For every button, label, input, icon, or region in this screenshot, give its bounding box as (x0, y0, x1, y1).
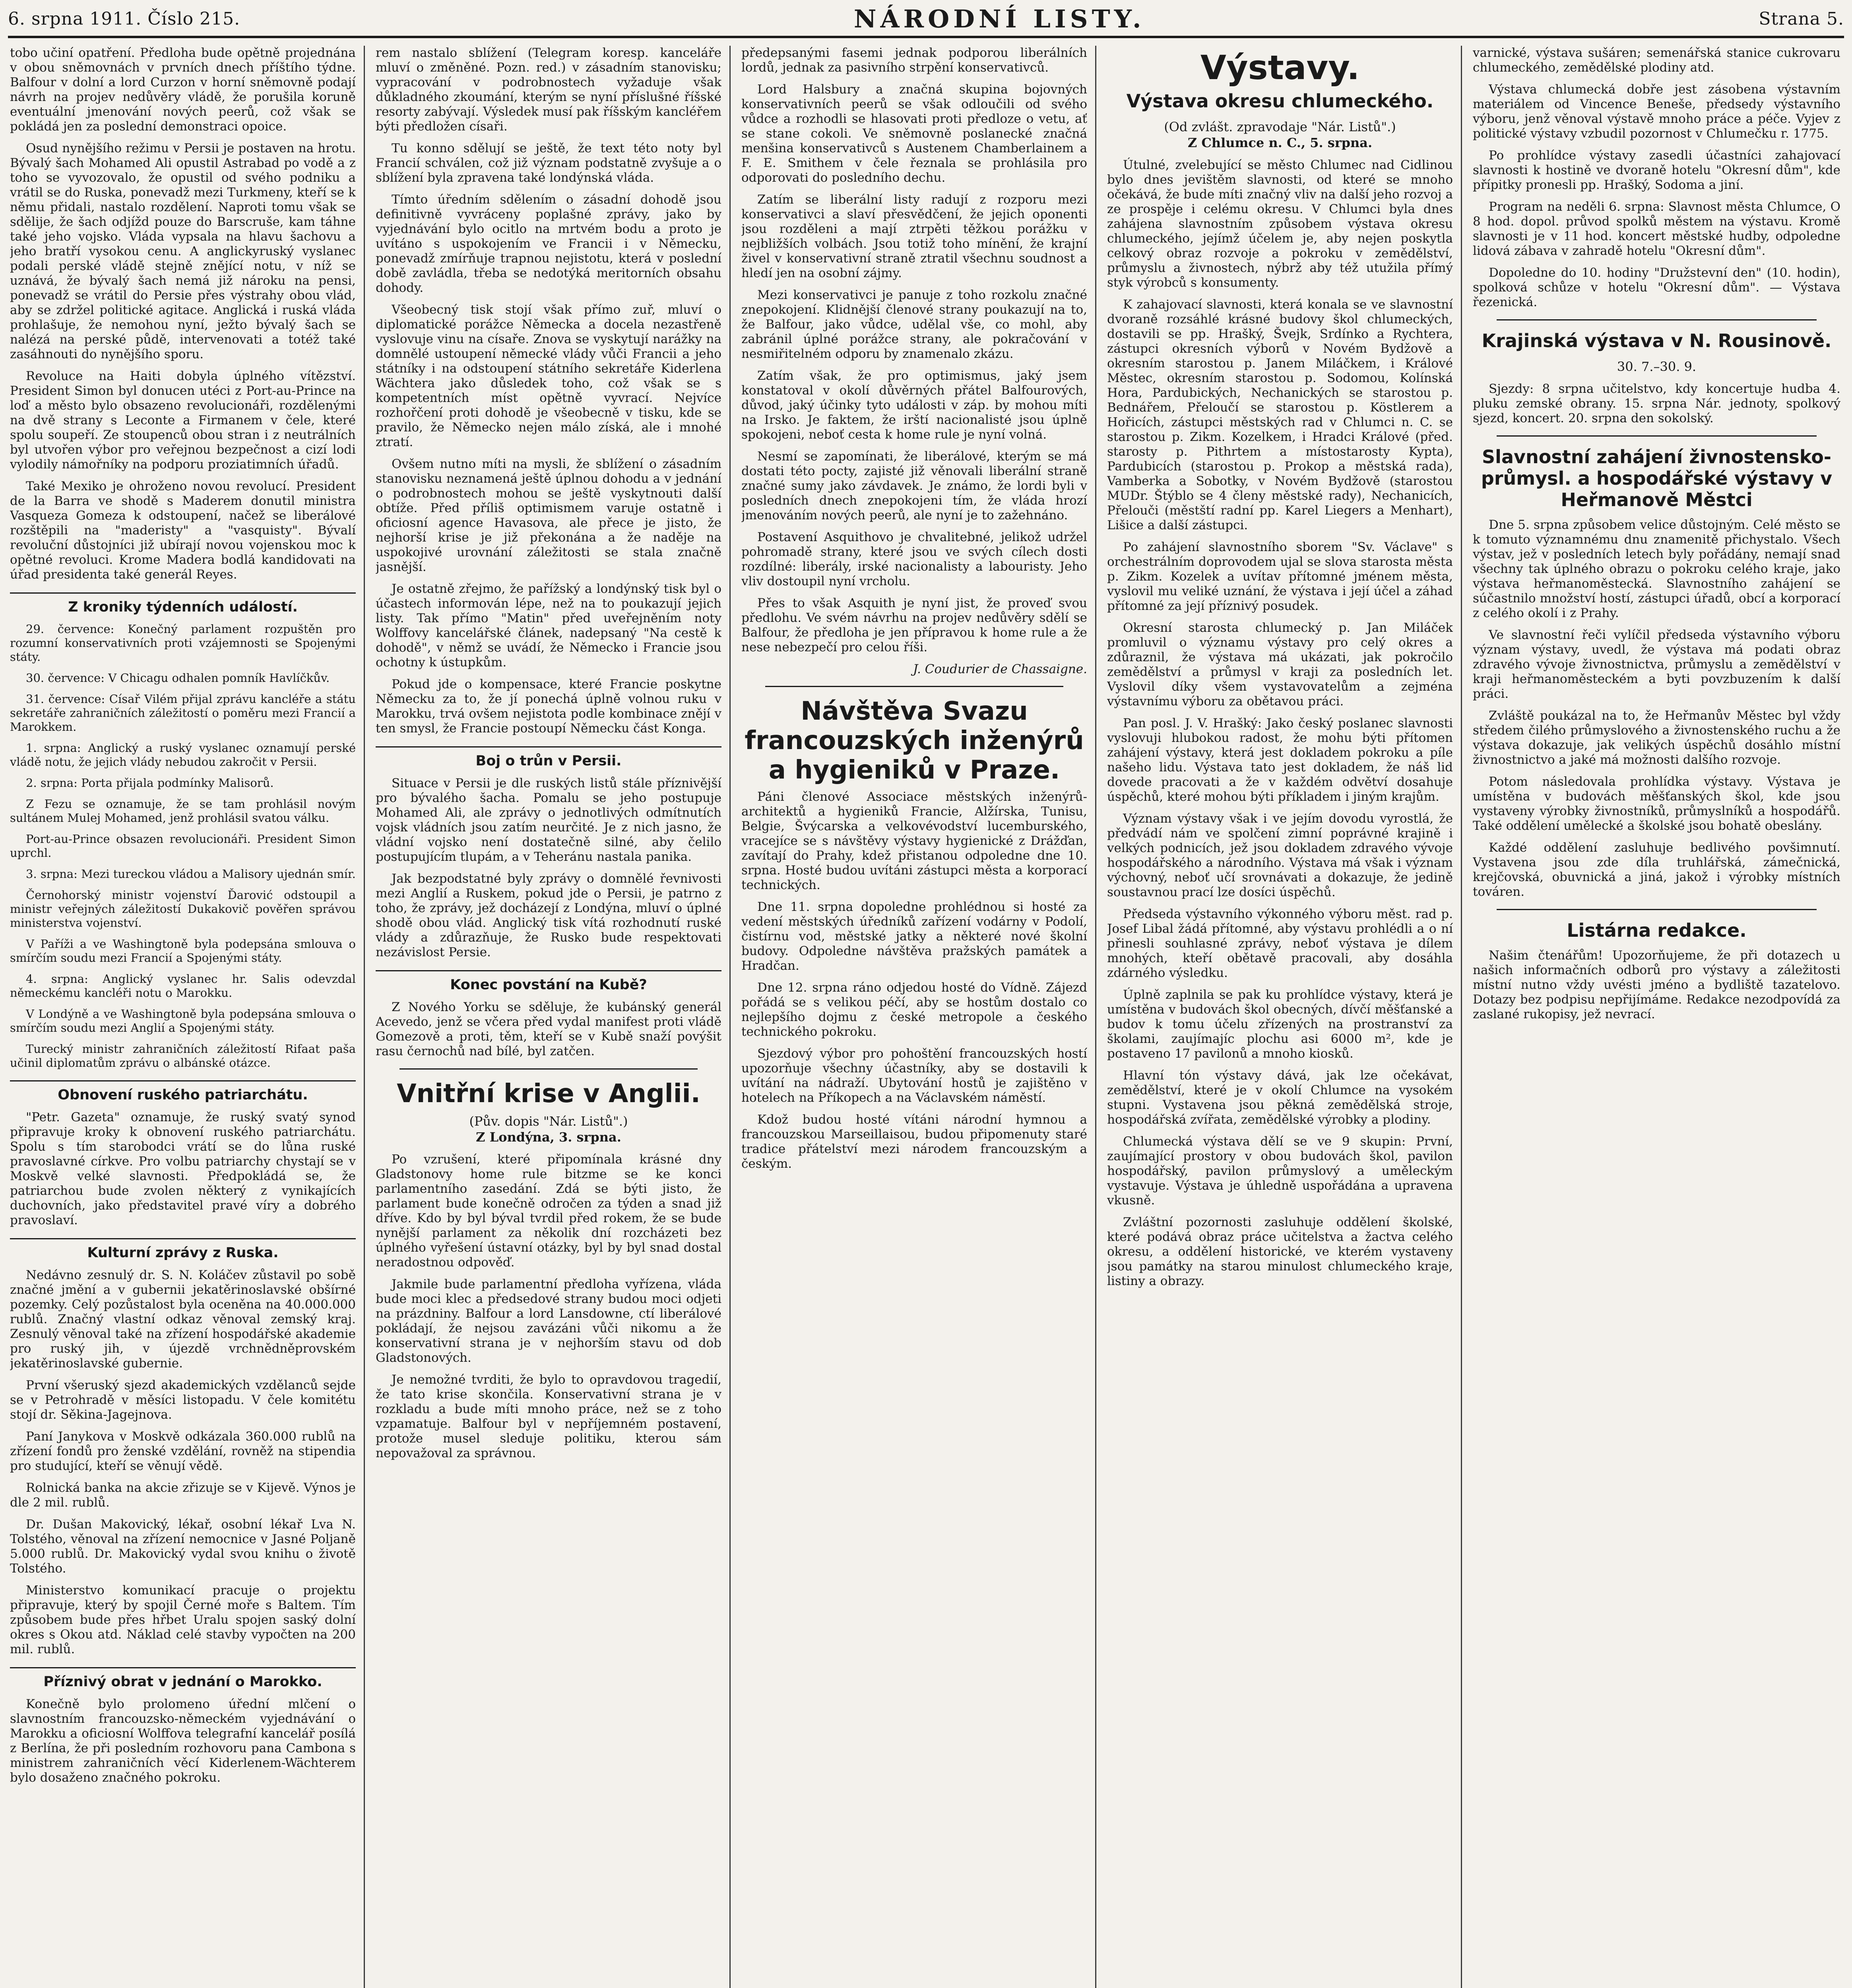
article-paragraph: Program na neděli 6. srpna: Slavnost města Chlumce, O 8 hod. dopol. průvod spolků městem na výstavu. Kromě slavnosti je v 11 hod. koncert městské hudby, odpoledne lidová zábava v zahradě hotelu "Okresní dům". (1473, 200, 1840, 258)
article-paragraph: Dr. Dušan Makovický, lékař, osobní lékař Lva N. Tolstého, věnoval na zřízení nemocnice v Jasné Poljaně 5.000 rublů. Dr. Makovický vydal svou knihu o životě Tolstého. (10, 1517, 356, 1576)
section-divider (1497, 909, 1817, 910)
article-source (376, 1113, 721, 1145)
article-paragraph: Po zahájení slavnostního sborem "Sv. Václave" s orchestrálním doprovodem ujal se slova starosta města p. Zikm. Kozelek a uvítav přítomné jménem města, vyslovil mu veliké uznání, že výstava i její účel a záhad přítomné za její příznivý posudek. (1107, 540, 1453, 613)
article-headline: Vnitřní krise v Anglii. (397, 1079, 700, 1109)
section-divider (399, 1068, 698, 1070)
page-number: Strana 5. (1759, 9, 1844, 29)
article-paragraph: Lord Halsbury a značná skupina bojovných konservativních peerů se však odloučili od svého vůdce a rozhodli se hlasovati proti předloze o vetu, ať se stane cokoli. Ve sněmovně poslanecké značná menšina konservativců s Austenem Chamberlainem a F. E. Smithem v čele řeznala se prohlásila pro odporovati do posledního dechu. (741, 82, 1087, 185)
article-paragraph: Ovšem nutno míti na mysli, že sblížení o zásadním stanovisku neznamená ještě úplnou dohodu a v jednání o podrobnostech mohou se ještě vyskytnouti další obtíže. Před příliš optimismem varuje ostatně i oficiosní agence Havasova, ale přece je jisto, že nejhorší krise je již překonána a že naděje na uspokojivé urovnání záležitosti se stala značně jasnější. (376, 457, 721, 574)
article-headline: Krajinská výstava v N. Rousinově. (1482, 330, 1832, 351)
article-headline: Listárna redakce. (1567, 920, 1747, 941)
chronicle-entry: 31. července: Císař Vilém přijal zprávu kancléře a státu sekretáře zahraničních záležitostí o poměru mezi Francií a Marokkem. (10, 692, 356, 734)
article-paragraph: Dne 12. srpna ráno odjedou hosté do Vídně. Zájezd pořádá se s velikou péčí, aby se hostům dostalo co nejlepšího dojmu z české metropole a českého technického pokroku. (741, 980, 1087, 1039)
article-headline: Výstava okresu chlumeckého. (1126, 90, 1434, 112)
chronicle-entry: Turecký ministr zahraničních záležitostí Rifaat paša učinil diplomatům zprávu o albánské otázce. (10, 1042, 356, 1070)
article-paragraph: K zahajovací slavnosti, která konala se ve slavnostní dvoraně rozsáhlé krásné budovy škol chlumeckých, dostavili se pp. Hrašký, Švejk, Srdínko a Rychtera, zástupci okresních výborů v Novém Bydžově a okresním starostou p. Janem Miláčkem, i Králové Městec, okresním starostou p. Sodomou, Kolínská Hora, Pardubických, Nechanických se starostou p. Bednářem, Přeloučí se starostou p. Köstlerem a Hořicích, zástupci městských rad v Chlumci n. C. se starostou p. Zikm. Kozelkem, i Hradci Králové (před. starosty p. Pithrtem a místostarosty Kypta), Pardubicích (starostou p. Prokop a městská rada), Vamberka a Sobotky, v Novém Bydžově (starostou MUDr. Štýblo se 4 členy městské rady), Nechanicích, Přelouči (městští radní pp. Karel Liegers a Menhart), Lišice a další zástupci. (1107, 297, 1453, 532)
article-paragraph: "Petr. Gazeta" oznamuje, že ruský svatý synod připravuje kroky k obnovení ruského patriarchátu. Spolu s tím starobodci vrátí se do lůna ruské pravoslavné církve. Pro volbu patriarchy chystají se v Moskvě velké slavnosti. Předpokládá se, že patriarchou bude zvolen některý z vynikajících duchovních, jako představitel pravé víry a dobrého pravoslaví. (10, 1110, 356, 1227)
article-paragraph: Předseda výstavního výkonného výboru měst. rad p. Josef Libal žádá přítomné, aby výstavu prohlédli a o ní přinesli souhlasné zprávy, neboť výstava je dílem mnohých, kteří obětavě pracovali, aby dosáhla zdárného výsledku. (1107, 907, 1453, 980)
dateline: Z Chlumce n. C., 5. srpna. (1187, 135, 1373, 150)
chronicle-entry: 29. července: Konečný parlament rozpuštěn pro rozumní konservativních proti vzájemnosti se Spojenými státy. (10, 622, 356, 664)
column-rule (729, 46, 731, 1988)
section-heading: Z kroniky týdenních událostí. (10, 592, 356, 615)
source-note: (Pův. dopis "Nár. Listů".) (469, 1114, 628, 1129)
chronicle-entry: Černohorský ministr vojenství Ďarović odstoupil a ministr veřejných záležitostí Dukakovič pověřen správou ministerstva vojenství. (10, 888, 356, 930)
article-paragraph: Situace v Persii je dle ruských listů stále příznivější pro bývalého šacha. Pomalu se jeho postupuje Mohamed Ali, ale zprávy o jednotlivých odmítnutích vojsk vládních jsou zatím neurčité. Je z nich jasno, že vládní vojsko není dostatečně silné, aby čelilo postupujícím tlupám, a v Teheránu nastala panika. (376, 776, 721, 864)
chronicle-entry: V Paříži a ve Washingtoně byla podepsána smlouva o smírčím soudu mezi Francií a Spojenými státy. (10, 937, 356, 965)
chronicle-entry: Port-au-Prince obsazen revolucionáři. President Simon uprchl. (10, 832, 356, 860)
column-5 (1473, 46, 1840, 1988)
article-paragraph: Úplně zaplnila se pak ku prohlídce výstavy, která je umístěna v budovách škol obecných, dívčí měšťanské a budov k tomu účelu zřízených na prostranství za školami, zaujímajíc plochu asi 6000 m², kde je postaveno 17 pavilonů a mnoho kiosků. (1107, 988, 1453, 1061)
article-paragraph: Osud nynějšího režimu v Persii je postaven na hrotu. Bývalý šach Mohamed Ali opustil Astrabad po vodě a z toho se vyvozovalo, že opustil od svého podniku a vrátil se do Ruska, ponevadž mezi Turkmeny, kteří se k němu přidali, nastalo rozdělení. Naproti tomu však se sdělije, že šach odjížd pouze do Barscruše, kam táhne také jeho vojsko. Vláda vypsala na hlavu šachovu a jeho bratří vysokou cenu. A anglickyruský vyslanec podali perské vládě stejně znějící notu, v níž se uznává, že bývalý šach nemá již nároku na pensi, ponevadž se vrátil do Persie přes výstrahy obou vlád, aby se zdržel politické agitace. Anglická i ruská vláda prohlašuje, že nemohou nyní, ježto bývalý šach se nalézá na perské půdě, intervenovati a totéž také zasáhnouti do nynějšího sporu. (10, 141, 356, 361)
article-paragraph: rem nastalo sblížení (Telegram koresp. kanceláře mluví o změněné. Pozn. red.) v zásadním stanovisku; vypracování v podrobnostech vyžaduje však důkladného zkoumání, kterým se nyní příslušné říšské resorty zabývají. Výsledek musí pak říšským kancléřem býti předložen císaři. (376, 46, 721, 134)
article-paragraph: Postavení Asquithovo je chvalitebné, jelikož udržel pohromadě strany, které jsou ve svých cílech dosti rozdílné: liberály, irské nacionalisty a labouristy. Jeho vliv dostoupil nyní vrcholu. (741, 530, 1087, 588)
chronicle-entry: 2. srpna: Porta přijala podmínky Malisorů. (26, 776, 274, 790)
article-paragraph: Jakmile bude parlamentní předloha vyřízena, vláda bude moci klec a předsedové strany budou moci odjeti na prázdniny. Balfour a lord Lansdowne, ctí liberálové pokládají, že nejsou zavázáni vůči nikomu a že konservativní strana je v nejhorším stavu od dob Gladstonových. (376, 1277, 721, 1365)
article-paragraph: Tu konno sdělují se ještě, že text této noty byl Francií schválen, což již význam podstatně zvyšuje a o sblížení byla zpravena také londýnská vláda. (376, 141, 721, 185)
article-paragraph: tobo učiní opatření. Předloha bude opětně projednána v obou sněmovnách v prvních dnech příštího týdne. Balfour v dolní a lord Curzon v horní sněmovně podají návrh na projev nedůvěry vládě, že porušila koruně eventuální jmenování nových peerů, což však se pokládá jen za poslední demonstraci opoice. (10, 46, 356, 134)
article-paragraph: Všeobecný tisk stojí však přímo zuř, mluví o diplomatické porážce Německa a docela nezastřeně vyslovuje vinu na císaře. Znova se vyskytují narážky na domnělé ustoupení německé vlády vůči Francii a jeho státníky i na odstoupení státního sekretáře Kiderlena Wächtera jako důsledek toho, což však se s kompetentních míst opětně vyvrací. Nejvíce rozhořčení proti dohodě je všeobecně v tisku, kde se pravilo, že Německo nejen málo získá, ale i mnohé ztratí. (376, 303, 721, 449)
section-heading: Kulturní zprávy z Ruska. (10, 1238, 356, 1261)
article-paragraph: Sjezdový výbor pro pohoštění francouzských hostí upozorňuje všechny účastníky, aby se dostavili k uvítání na nádraží. Ubytování hostů je zajištěno v hotelech na Příkopech a na Václavském náměstí. (741, 1046, 1087, 1105)
article-paragraph: Okresní starosta chlumecký p. Jan Miláček promluvil o významu výstavy pro celý okres a zdůraznil, že výstava má ukázati, jak pokročilo zemědělství a průmysl v kraji za posledních let. Vyslovil díky všem vystavovatelům a zejména výstavnímu výboru za obětavou práci. (1107, 621, 1453, 709)
chronicle-entry: 1. srpna: Anglický a ruský vyslanec oznamují perské vládě notu, že jejich vlády nebudou zakročit v Persii. (10, 741, 356, 769)
masthead: NÁRODNÍ LISTY. (853, 4, 1145, 33)
column-rule (364, 46, 365, 1988)
section-heading: Konec povstání na Kubě? (376, 970, 721, 993)
article-paragraph: Zatím se liberální listy radují z rozporu mezi konservativci a slaví přesvědčení, že jejich oponenti jsou rozděleni a mají ztrpěti těžkou porážku v nejbližších volbách. Jsou totiž toho mínění, že krajní živel v konservativní straně ztratil všechnu soudnost a hledí jen na osobní zájmy. (741, 192, 1087, 280)
column-4 (1107, 46, 1453, 1988)
article-paragraph: Je nemožné tvrditi, že bylo to opravdovou tragedií, že tato krise skončila. Konservativní strana je v rozkladu a bude míti mnoho práce, než se z toho vzpamatuje. Balfour byl v nepříjemném postavení, protože musel sleduje politiku, kterou sám nepovažoval za správnou. (376, 1373, 721, 1460)
article-paragraph: Konečně bylo prolomeno úřední mlčení o slavnostním francouzsko-německém vyjednávání o Marokku a oficiosní Wolffova telegrafní kancelář posílá z Berlína, že při posledním rozhovoru pana Cambona s ministrem zahraničních věcí Kiderlenem-Wächterem bylo dosaženo značného pokroku. (10, 1697, 356, 1785)
section-heading: Obnovení ruského patriarchátu. (10, 1080, 356, 1103)
article-paragraph: Zatím však, že pro optimismus, jaký jsem konstatoval v okolí důvěrných přátel Balfourových, důvod, jaký účinky tyto události v záp. by mohou míti na Irsko. Je faktem, že irští nacionalisté jsou úplně spokojeni, neboť cesta k home rule je nyní volná. (741, 369, 1087, 442)
article-paragraph: varnické, výstava sušáren; semenářská stanice cukrovaru chlumeckého, zemědělské plodiny atd. (1473, 46, 1840, 75)
article-paragraph: Pan posl. J. V. Hrašký: Jako český poslanec slavnosti vyslovuji hlubokou radost, že mohu býti přítomen zahájení výstavy, která jest dokladem pokroku a píle našeho lidu. Výstava tato jest dokladem, že náš lid dovede pracovati a že v každém odvětví dosahuje úspěchů, které mohou býti příkladem i jiným krajům. (1107, 716, 1453, 804)
dateline: Z Londýna, 3. srpna. (476, 1130, 621, 1145)
article-paragraph: Význam výstavy však i ve jejím dovodu vyrostlá, že předvádí nám ve spolčení zimní poprávné krajině i velkých podnicích, jež jsou dokladem zdravého vývoje hospodářského a národního. Výstava má však i význam výchovný, neboť učí srovnávati a dokazuje, že jedině soustavnou prací lze dosíci úspěchů. (1107, 812, 1453, 899)
chronicle-entry: 4. srpna: Anglický vyslanec hr. Salis odevzdal německému kancléři notu o Marokku. (10, 972, 356, 1000)
chronicle-entry: V Londýně a ve Washingtoně byla podepsána smlouva o smírčím soudu mezi Anglií a Spojenými státy. (10, 1007, 356, 1035)
chronicle-entry: 3. srpna: Mezi tureckou vládou a Malisory ujednán smír. (26, 867, 356, 881)
article-paragraph: Každé oddělení zasluhuje bedlivého povšimnutí. Vystavena jsou zde díla truhlářská, zámečnická, krejčovská, obuvnická a jiná, jakož i výrobky místních továren. (1473, 841, 1840, 899)
article-paragraph: Chlumecká výstava dělí se ve 9 skupin: První, zaujímající prostory v obou budovách škol, pavilon hospodářský, pavilon průmyslový a uměleckým vystavuje. Výstava je úhledně uspořádána a upravena vkusně. (1107, 1134, 1453, 1208)
article-paragraph: První všeruský sjezd akademických vzdělanců sejde se v Petrohradě v měsíci listopadu. V čele komitétu stojí dr. Sěkina-Jagejnova. (10, 1378, 356, 1422)
article-paragraph: Po prohlídce výstavy zasedli účastníci zahajovací slavnosti k hostině ve dvoraně hotelu "Okresní dům", kde přípitky pronesli pp. Hrašký, Sodoma a jiní. (1473, 148, 1840, 192)
article-paragraph: Ministerstvo komunikací pracuje o projektu připravuje, který by spojil Černé moře s Baltem. Tím způsobem bude přes hřbet Uralu spojen saský dolní okres s Okou atd. Náklad celé stavby vypočten na 200 mil. rublů. (10, 1583, 356, 1656)
article-paragraph: Nesmí se zapomínati, že liberálové, kterým se má dostati této pocty, zajisté již věnovali liberální straně značné sumy jako závdavek. Je známo, že lordi byli v posledních dnech znepokojeni tím, že vláda hrozí jmenováním nových peerů, ale nyní je to zažehnáno. (741, 449, 1087, 522)
article-paragraph: Mezi konservativci je panuje z toho rozkolu značné znepokojení. Klidnější členové strany poukazují na to, že Balfour, jako vůdce, udělal vše, co mohl, aby zabránil úplné porážce strany, ale pokračování v nesmiřitelném odporu by znamenalo zkázu. (741, 288, 1087, 361)
article-paragraph: Revoluce na Haiti dobyla úplného vítězství. President Simon byl donucen utéci z Port-au-Prince na loď a město bylo obsazeno revolucionáři, rozdělenými na dvě strany s Leconte a Firmanem v čele, které spolu soupeří. Ze stoupenců obou stran i z neutrálních byl utvořen výbor pro veřejnou bezpečnost a cizí lodi vylodily námořníky na podporu proziatimních úřadů. (10, 369, 356, 472)
article-paragraph: Potom následovala prohlídka výstavy. Výstava je umístěna v budovách měšťanských škol, kde jsou vystaveny výrobky živnostníků, průmyslníků a hospodářů. Také oddělení umělecké a školské jsou bohatě obeslány. (1473, 775, 1840, 833)
column-1 (10, 46, 356, 1988)
author-signature: J. Coudurier de Chassaigne. (913, 662, 1087, 676)
article-paragraph: Ve slavnostní řeči vylíčil předseda výstavního výboru význam výstavy, uvedl, že výstava má podati obraz zdravého vývoje živnostnictva, průmyslu a zemědělství v kraji heřmanoměsteckém a byti povzbuzením k další práci. (1473, 628, 1840, 701)
article-paragraph: Nedávno zesnulý dr. S. N. Koláčev zůstavil po sobě značné jmění a v gubernii jekatěrinoslavské obšírné pozemky. Celý pozůstalost byla oceněna na 40.000.000 rublů. Značný vlastní odkaz věnoval zemský kraj. Zesnulý věnoval také na zřízení hospodářské akademie pro ruský jih, v újezdě vrchnědněprovském jekatěrinoslavské gubernie. (10, 1268, 356, 1371)
exhibition-dates: 30. 7.–30. 9. (1617, 359, 1697, 374)
article-paragraph: Také Mexiko je ohroženo novou revolucí. President de la Barra ve shodě s Maderem donutil ministra Vasqueza Gomeza k odstoupení, načež se liberálové rozštěpili na "maderisty" a "vasquisty". Bývalí revoluční důstojníci již ubírají novou vojenskou moc k opětné revoluci. Krome Madera bodlá kandidovati na úřad presidenta také generál Reyes. (10, 479, 356, 582)
article-paragraph: Pokud jde o kompensace, které Francie poskytne Německu za to, že jí ponechá úplně volnou ruku v Marokku, trvá ovšem nejistota podle kombinace znějí v ten smysl, že Francie postoupí Německu část Konga. (376, 677, 721, 736)
section-heading: Příznivý obrat v jednání o Marokko. (10, 1667, 356, 1690)
issue-date: 6. srpna 1911. Číslo 215. (8, 9, 240, 29)
column-rule (1461, 46, 1462, 1988)
article-paragraph: Je ostatně zřejmo, že pařížský a londýnský tisk byl o účastech informován lépe, než na to poukazují jejich listy. Tak přímo "Matin" před uveřejněním noty Wolffovy kancelářské článek, nadepsaný "Na cestě k dohodě", v němž se uvádí, že Německo i Francie jsou ochotny k ústupkům. (376, 582, 721, 670)
section-headline: Výstavy. (1200, 48, 1360, 87)
article-paragraph: Dopoledne do 10. hodiny "Družstevní den" (10. hodin), spolková schůze v hotelu "Okresní dům". — Výstava řezenická. (1473, 266, 1840, 309)
page-header (8, 2, 1844, 38)
article-paragraph: Jak bezpodstatné byly zprávy o domnělé řevnivosti mezi Anglií a Ruskem, pokud jde o Persii, je patrno z toho, že zprávy, jež docházejí z Londýna, mluví o úplné shodě obou vlád. Anglický tisk vítá rozhodnutí ruské vlády a zdůrazňuje, že Rusko bude respektovati nezávislost Persie. (376, 872, 721, 959)
section-divider (1497, 319, 1817, 320)
article-paragraph: Tímto úředním sdělením o zásadní dohodě jsou definitivně vyvráceny poplašné zprávy, jako by vyjednávání bylo ocitlo na mrtvém bodu a proto je uvítáno s uspokojením ve Francii i v Německu, ponevadž zmírňuje trapnou nejistotu, která v poslední době zavládla, třeba se nedotýká meritorních obsahu dohody. (376, 192, 721, 295)
chronicle-entry: 30. července: V Chicagu odhalen pomník Havlíčkův. (26, 671, 330, 685)
column-3 (741, 46, 1087, 1988)
article-headline: Slavnostní zahájení živnostensko-průmysl. a hospodářské výstavy v Heřmanově Městci (1481, 446, 1833, 511)
article-paragraph: Sjezdy: 8 srpna učitelstvo, kdy koncertuje hudba 4. pluku zemské obrany. 15. srpna Nár. jednoty, spolkový sjezd, koncert. 20. srpna den sokolský. (1473, 382, 1840, 425)
section-heading: Boj o trůn v Persii. (376, 746, 721, 769)
article-paragraph: Přes to však Asquith je nyní jist, že proveď svou předlohu. Ve svém návrhu na projev nedůvěry sdělí se Balfour, že předloha je jen přípravou k home rule a že nese nebezpečí pro celou říši. (741, 596, 1087, 654)
article-paragraph: Páni členové Associace městských inženýrů-architektů a hygieniků Francie, Alžírska, Tunisu, Belgie, Švýcarska a velkovévodství lucemburského, vracejíce se s návštěvy výstavy hygienické z Drážďan, zavítají do Prahy, kdež přistanou odpoledne dne 10. srpna. Hosté budou uvítáni zástupci města a korporací technických. (741, 790, 1087, 892)
article-paragraph: Dne 11. srpna dopoledne prohlédnou si hosté za vedení městských úředníků zařízení vodárny v Podolí, čistírnu vod, městské jatky a některé nové školní budovy. Odpoledne návštěva pražských památek a Hradčan. (741, 900, 1087, 973)
article-paragraph: Z Nového Yorku se sděluje, že kubánský generál Acevedo, jenž se včera před vydal manifest proti vládě Gomezově a proti, těm, kteří se v Kubě snaží povýšit rasu černochů nad bílé, byl zatčen. (376, 1000, 721, 1058)
column-rule (1095, 46, 1096, 1988)
article-paragraph: Paní Janykova v Moskvě odkázala 360.000 rublů na zřízení fondů pro ženské vzdělání, rovněž na stipendia pro studující, kteří se věnují vědě. (10, 1429, 356, 1473)
article-paragraph: Po vzrušení, které připomínala krásné dny Gladstonovy home rule bitzme se ke konci parlamentního zasedání. Zdá se býti jisto, že parlament bude konečně odročen za týden a snad již dříve. Kdo by byl býval tvrdil před rokem, že se bude nynější parlament za několik dní rozcházeti bez úplného vyřešení ústavní otázky, byl by byl snad dostal neradostnou odpověď. (376, 1152, 721, 1270)
article-paragraph: Útulné, zvelebující se město Chlumec nad Cidlinou bylo dnes jevištěm slavnosti, od které se mnoho očekává, že bude míti značný vliv na další jeho rozvoj a ze prospěje i celému okresu. V Chlumci byla dnes zahájena slavnostním způsobem výstava okresu chlumeckého, jejímž účelem je, aby nejen poskytla celkový obraz rozvoje a pokroku v zemědělství, průmyslu a živnostech, nýbrž aby též utužila přímý styk výrobců s konsumenty. (1107, 158, 1453, 290)
section-divider (765, 686, 1063, 687)
article-paragraph: Zvláštní pozornosti zasluhuje oddělení školské, které podává obraz práce učitelstva a žactva celého okresu, a oddělení historické, ve kterém vystaveny jsou památky na starou minulost chlumeckého kraje, listiny a obrazy. (1107, 1215, 1453, 1288)
article-paragraph: Hlavní tón výstavy dává, jak lze očekávat, zemědělství, které je v okolí Chlumce na vysokém stupni. Vystavena jsou pěkná zemědělská stroje, hospodářská zvířata, zemědělské výrobky a plodiny. (1107, 1068, 1453, 1127)
chronicle-entry: Z Fezu se oznamuje, že se tam prohlásil novým sultánem Mulej Mohamed, jenž prohlásil svatou válku. (10, 797, 356, 825)
article-paragraph: Dne 5. srpna způsobem velice důstojným. Celé město se k tomuto významnému dnu znamenitě přichystalo. Všech výstav, jež v posledních letech byly pořádány, nemají snad všechny tak úplného obrazu o pokroku celého kraje, jako výstava heřmanoměstecká. Slavnostního zahájení se súčastnilo množství hostí, zástupci úřadů, obcí a korporací z celého okolí i z Prahy. (1473, 518, 1840, 620)
source-note: (Od zvlášt. zpravodaje "Nár. Listů".) (1164, 119, 1396, 134)
article-paragraph: Našim čtenářům! Upozorňujeme, že při dotazech u našich informačních odborů pro výstavy a záležitosti místní nutno vždy uvésti jméno a bydliště tazatelovo. Dotazy bez podpisu nepřijímáme. Redakce nezodpovídá za zaslané rukopisy, jež nevrací. (1473, 948, 1840, 1021)
section-divider (1497, 435, 1817, 437)
article-paragraph: Výstava chlumecká dobře jest zásobena výstavním materiálem od Vincence Beneše, předsedy výstavního výboru, jenž věnoval výstavě mnoho práce a péče. Vyjev z politické výstavy vzbudil pozornost v Chlumečku r. 1775. (1473, 82, 1840, 141)
article-source (1107, 119, 1453, 151)
article-paragraph: Zvláště poukázal na to, že Heřmanův Městec byl vždy středem čilého průmyslového a živnostenského ruchu a že výstava dokazuje, jak velikých úspěchů dosáhlo místní živnostnictvo a jaké má možnosti dalšího rozvoje. (1473, 709, 1840, 767)
article-paragraph: Kdož budou hosté vítáni národní hymnou a francouzskou Marseillaisou, budou připomenuty staré tradice přátelství mezi národem francouzským a českým. (741, 1112, 1087, 1171)
column-2 (376, 46, 721, 1988)
article-headline: Návštěva Svazu francouzských inženýrů a hygieniků v Praze. (745, 697, 1084, 785)
article-paragraph: Rolnická banka na akcie zřizuje se v Kijevě. Výnos je dle 2 mil. rublů. (10, 1481, 356, 1510)
article-paragraph: předepsanými fasemi jednak podporou liberálních lordů, jednak za pasivního strpění konservativců. (741, 46, 1087, 75)
